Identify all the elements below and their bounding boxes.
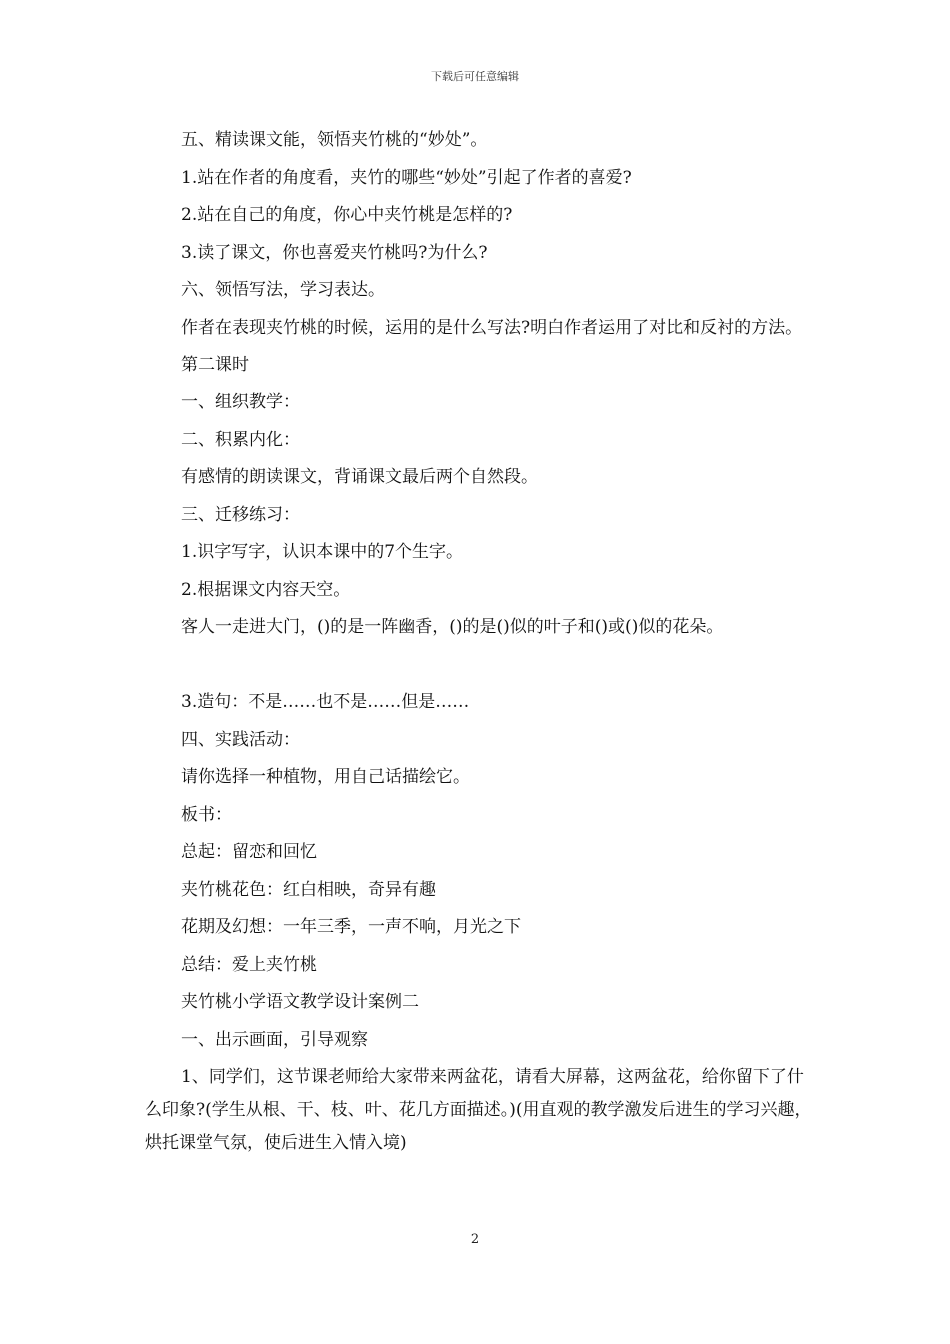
paragraph: 2.根据课文内容天空。	[181, 579, 351, 600]
paragraph: 五、精读课文能，领悟夹竹桃的“妙处”。	[181, 130, 488, 150]
section-heading: 第二课时	[181, 354, 249, 375]
paragraph: 有感情的朗读课文，背诵课文最后两个自然段。	[181, 467, 538, 487]
paragraph: 客人一走进大门，()的是一阵幽香，()的是()似的叶子和()或()似的花朵。	[181, 617, 724, 637]
paragraph: 一、组织教学：	[181, 392, 300, 412]
paragraph: 花期及幻想：一年三季，一声不响，月光之下	[181, 917, 521, 937]
paragraph: 六、领悟写法，学习表达。	[181, 280, 385, 300]
paragraph: 2.站在自己的角度，你心中夹竹桃是怎样的?	[181, 205, 513, 225]
paragraph: 3.造句：不是……也不是……但是……	[181, 692, 470, 712]
paragraph: 一、出示画面，引导观察	[181, 1029, 368, 1050]
paragraph: 板书：	[181, 804, 232, 825]
paragraph: 3.读了课文，你也喜爱夹竹桃吗?为什么?	[181, 242, 488, 263]
paragraph: 请你选择一种植物，用自己话描绘它。	[181, 767, 470, 787]
section-heading: 夹竹桃小学语文教学设计案例二	[181, 992, 419, 1012]
blank-line	[145, 647, 815, 685]
paragraph: 四、实践活动：	[181, 729, 300, 750]
paragraph: 三、迁移练习：	[181, 504, 300, 525]
document-body	[145, 122, 815, 1162]
paragraph: 总结：爱上夹竹桃	[181, 954, 317, 975]
paragraph: 作者在表现夹竹桃的时候，运用的是什么写法?明白作者运用了对比和反衬的方法。	[181, 317, 803, 338]
page-number: 2	[470, 1232, 480, 1247]
paragraph: 1.站在作者的角度看，夹竹的哪些“妙处”引起了作者的喜爱?	[181, 167, 632, 188]
paragraph: 1.识字写字，认识本课中的7个生字。	[181, 542, 464, 562]
paragraph: 总起：留恋和回忆	[181, 842, 317, 862]
paragraph: 夹竹桃花色：红白相映，奇异有趣	[181, 879, 436, 900]
paragraph: 1、同学们，这节课老师给大家带来两盆花，请看大屏幕，这两盆花，给你留下了什么印象?(学生从根、干、枝、叶、花几方面描述。)(用直观的教学激发后进生的学习兴趣，烘托课堂气氛，使后进生入情入境)	[145, 1067, 812, 1153]
paragraph: 二、积累内化：	[181, 429, 300, 450]
page-header: 下载后可任意编辑	[431, 70, 519, 83]
